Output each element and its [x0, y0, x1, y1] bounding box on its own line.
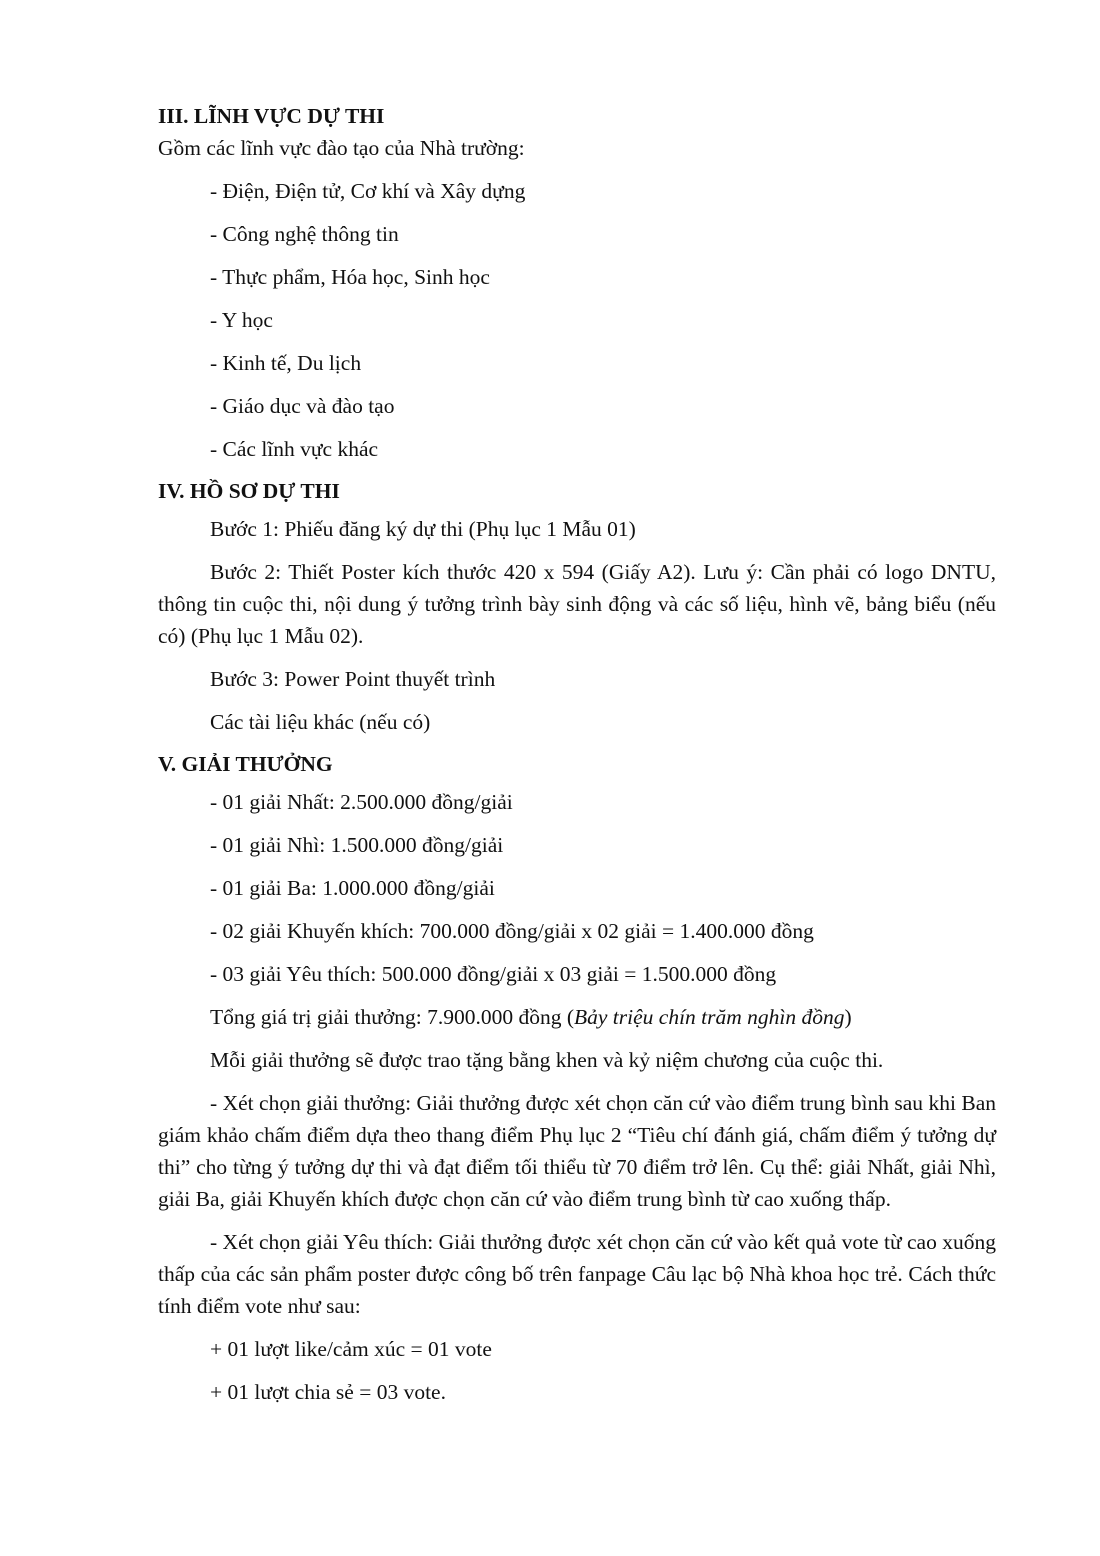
selection-judges: - Xét chọn giải thưởng: Giải thưởng được xét chọn căn cứ vào điểm trung bình sau khi Ban giám khảo chấm điểm dựa theo thang điểm Phụ lục 2 “Tiêu chí đánh giá, chấm điểm ý tưởng dự thi” cho từng ý tưởng dự thi và đạt điểm tối thiểu từ 70 điểm trở lên. Cụ thể: giải Nhất, giải Nhì, giải Ba, giải Khuyến khích được chọn căn cứ vào điểm trung bình từ cao xuống thấp.	[158, 1091, 996, 1211]
list-item: - Công nghệ thông tin	[210, 222, 399, 246]
step-1: Bước 1: Phiếu đăng ký dự thi (Phụ lục 1 Mẫu 01)	[210, 517, 636, 541]
prize-item: - 01 giải Nhất: 2.500.000 đồng/giải	[210, 790, 513, 814]
prize-item: - 01 giải Nhì: 1.500.000 đồng/giải	[210, 833, 504, 857]
list-item: - Y học	[210, 308, 273, 332]
prize-item: - 03 giải Yêu thích: 500.000 đồng/giải x 03 giải = 1.500.000 đồng	[210, 962, 777, 986]
other-documents: Các tài liệu khác (nếu có)	[210, 710, 431, 734]
award-note: Mỗi giải thưởng sẽ được trao tặng bằng khen và kỷ niệm chương của cuộc thi.	[210, 1048, 884, 1072]
prize-item: - 02 giải Khuyến khích: 700.000 đồng/giải x 02 giải = 1.400.000 đồng	[210, 919, 814, 943]
total-prize-value	[158, 1001, 996, 1033]
total-in-words: Bảy triệu chín trăm nghìn đồng	[574, 1005, 845, 1029]
step-3: Bước 3: Power Point thuyết trình	[210, 667, 496, 691]
section-heading-giai-thuong: V. GIẢI THƯỞNG	[158, 752, 333, 776]
section-heading-linh-vuc: III. LĨNH VỰC DỰ THI	[158, 104, 385, 128]
total-suffix: )	[844, 1005, 852, 1029]
list-item: - Thực phẩm, Hóa học, Sinh học	[210, 265, 490, 289]
list-item: - Các lĩnh vực khác	[210, 437, 379, 461]
document-page	[158, 100, 996, 1408]
list-item: - Điện, Điện tử, Cơ khí và Xây dựng	[210, 179, 526, 203]
section-intro: Gồm các lĩnh vực đào tạo của Nhà trường:	[158, 136, 525, 160]
prize-item: - 01 giải Ba: 1.000.000 đồng/giải	[210, 876, 495, 900]
list-item: - Kinh tế, Du lịch	[210, 351, 362, 375]
selection-favorite: - Xét chọn giải Yêu thích: Giải thưởng được xét chọn căn cứ vào kết quả vote từ cao xuống thấp của các sản phẩm poster được công bố trên fanpage Câu lạc bộ Nhà khoa học trẻ. Cách thức tính điểm vote như sau:	[158, 1230, 996, 1318]
list-item: - Giáo dục và đào tạo	[210, 394, 395, 418]
section-heading-ho-so: IV. HỒ SƠ DỰ THI	[158, 479, 340, 503]
vote-rule: + 01 lượt chia sẻ = 03 vote.	[210, 1380, 446, 1404]
total-prefix: Tổng giá trị giải thưởng: 7.900.000 đồng (	[210, 1005, 574, 1029]
step-2: Bước 2: Thiết Poster kích thước 420 x 594 (Giấy A2). Lưu ý: Cần phải có logo DNTU, thông tin cuộc thi, nội dung ý tưởng trình bày sinh động và các số liệu, hình vẽ, bảng biểu (nếu có) (Phụ lục 1 Mẫu 02).	[158, 560, 996, 648]
vote-rule: + 01 lượt like/cảm xúc = 01 vote	[210, 1337, 492, 1361]
